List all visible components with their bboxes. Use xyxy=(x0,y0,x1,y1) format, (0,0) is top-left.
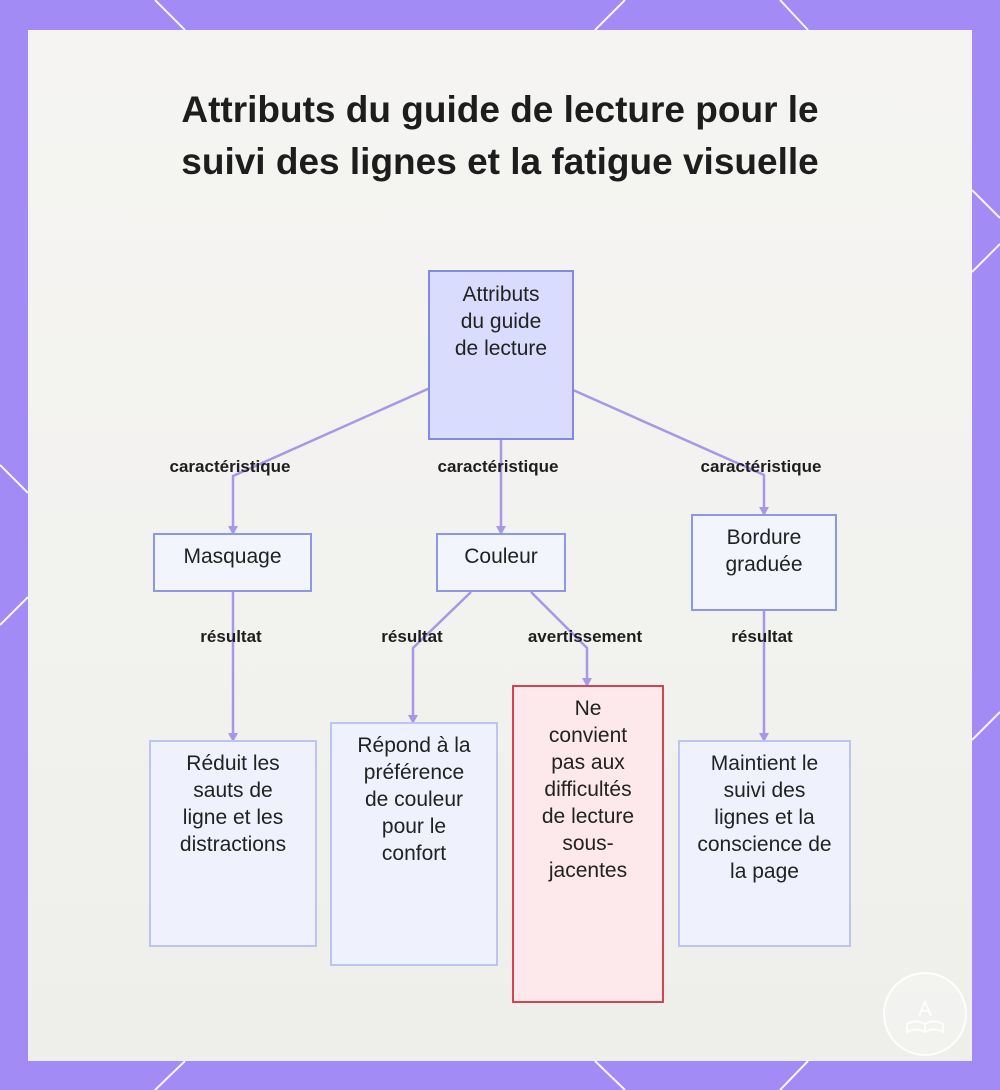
edge-label-caracteristique-left: caractéristique xyxy=(169,457,291,476)
node-root: Attributs du guide de lecture xyxy=(428,270,574,440)
node-repond-preference: Répond à la préférence de couleur pour le confort xyxy=(330,722,498,966)
node-maintient-suivi: Maintient le suivi des lignes et la conscience de la page xyxy=(678,740,851,947)
edge-label-caracteristique-right: caractéristique xyxy=(700,457,822,476)
book-logo-icon xyxy=(883,972,967,1056)
edge-label-resultat-couleur: résultat xyxy=(381,627,443,646)
node-bordure-graduee: Bordure graduée xyxy=(691,514,837,611)
edge-label-caracteristique-center: caractéristique xyxy=(437,457,559,476)
node-reduit-sauts: Réduit les sauts de ligne et les distractions xyxy=(149,740,317,947)
node-masquage: Masquage xyxy=(153,533,312,592)
edge-couleur-repond xyxy=(413,592,471,722)
edge-label-resultat-masquage: résultat xyxy=(200,627,262,646)
edge-label-avertissement: avertissement xyxy=(527,627,643,646)
edge-label-resultat-bordure: résultat xyxy=(731,627,793,646)
node-couleur: Couleur xyxy=(436,533,566,592)
edge-root-bordure xyxy=(573,390,764,514)
node-ne-convient-pas: Ne convient pas aux difficultés de lecture sous-jacentes xyxy=(512,685,664,1003)
diagram-title: Attributs du guide de lecture pour le suivi des lignes et la fatigue visuelle xyxy=(181,89,819,182)
